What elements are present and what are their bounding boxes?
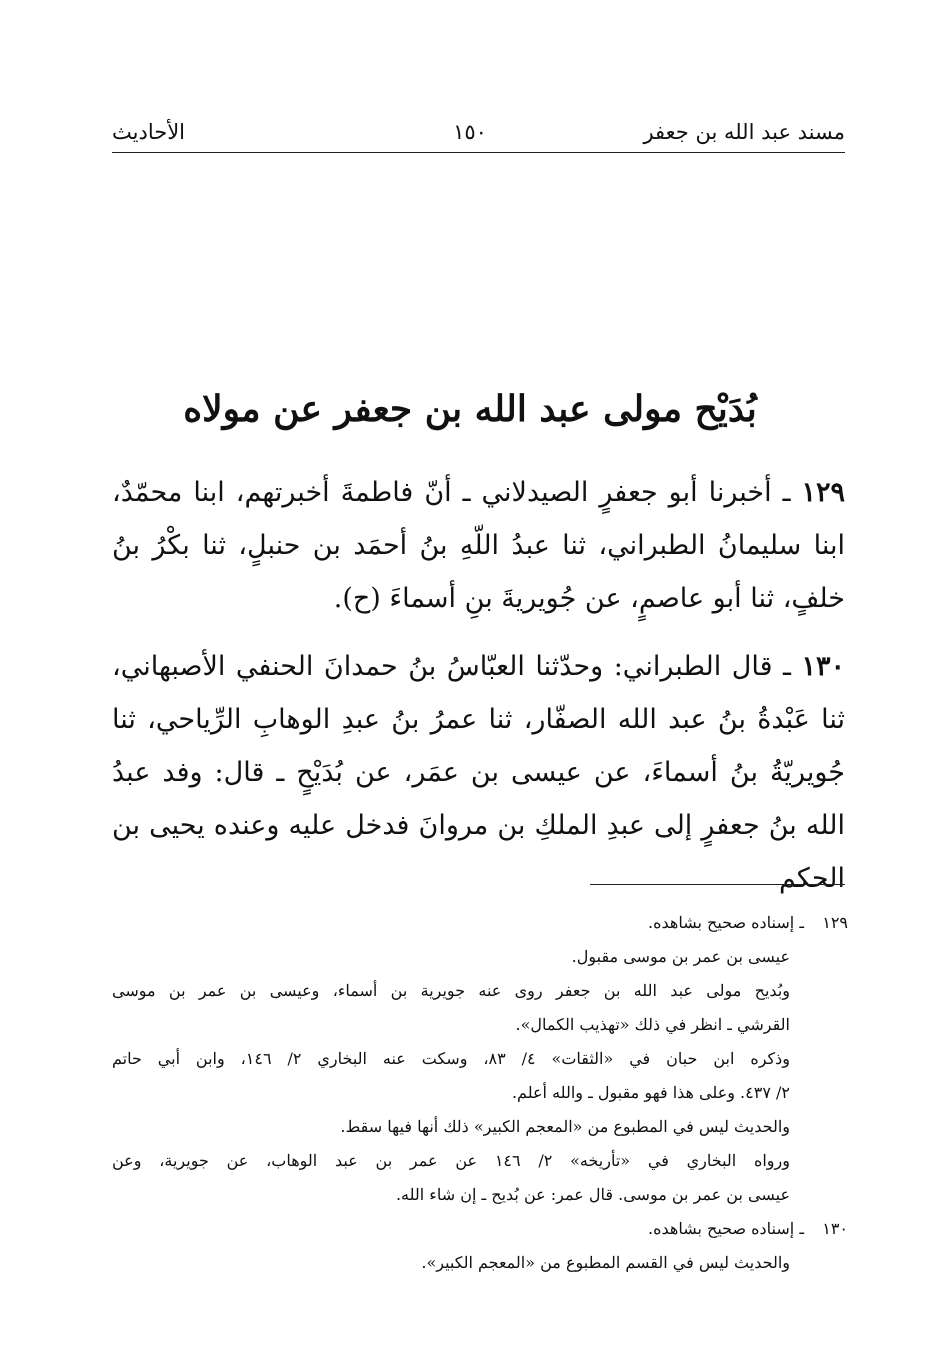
hadith-number: ١٣٠	[801, 651, 845, 682]
footnote-line: ورواه البخاري في «تأريخه» ٢/ ١٤٦ عن عمر بن عبد الوهاب، عن جويرية، وعن	[112, 1151, 790, 1170]
footnote-divider	[590, 884, 845, 885]
hadith-text: ـ قال الطبراني: وحدّثنا العبّاسُ بنُ حمدانَ الحنفي الأصبهاني، ثنا عَبْدةُ بنُ عبد الله الصفّار، ثنا عمرُ بنُ عبدِ الوهابِ الرِّياحي، ثنا جُويريّةُ بنُ أسماءَ، عن عيسى بن عمَر، عن بُدَيْحٍ ـ قال: وفد عبدُ الله بنُ جعفرٍ إلى عبدِ الملكِ بن مروانَ فدخل عليه وعنده يحيى بن الحكم	[112, 651, 845, 894]
chapter-title: بُدَيْح مولى عبد الله بن جعفر عن مولاه	[183, 388, 757, 430]
footnote-number: ١٣٠	[822, 1219, 848, 1238]
footnote-number: ١٢٩	[822, 913, 848, 932]
footnote-line: وذكره ابن حبان في «الثقات» ٤/ ٨٣، وسكت عنه البخاري ٢/ ١٤٦، وابن أبي حاتم	[112, 1049, 791, 1068]
hadith-number: ١٢٩	[801, 477, 845, 508]
footnote-line: ٢/ ٤٣٧. وعلى هذا فهو مقبول ـ والله أعلم.	[511, 1083, 790, 1102]
running-header-section: الأحاديث	[112, 120, 186, 144]
footnote-line: عيسى بن عمر بن موسى. قال عمر: عن بُديح ـ إن شاء الله.	[395, 1185, 790, 1204]
footnote-line: والحديث ليس في المطبوع من «المعجم الكبير» ذلك أنها فيها سقط.	[340, 1117, 790, 1136]
header-divider	[112, 152, 845, 153]
footnote-text: ـ إسناده صحيح بشاهده.	[648, 913, 804, 932]
hadith-129	[112, 466, 845, 625]
hadith-130	[112, 640, 845, 905]
page-number: ١٥٠	[453, 120, 487, 144]
footnote-line: وبُديح مولى عبد الله بن جعفر روى عنه جويرية بن أسماء، وعيسى بن عمر بن موسى	[112, 981, 790, 1000]
running-header-book-title: مسند عبد الله بن جعفر	[643, 120, 845, 144]
footnotes	[112, 906, 848, 1280]
hadith-text: ـ أخبرنا أبو جعفرٍ الصيدلاني ـ أنّ فاطمةَ أخبرتهم، ابنا محمّدٌ، ابنا سليمانُ الطبراني، ثنا عبدُ اللّهِ بنُ أحمَد بن حنبلٍ، ثنا بكْرُ بنُ خلفٍ، ثنا أبو عاصمٍ، عن جُويريةَ بنِ أسماءَ (ح).	[112, 477, 845, 614]
footnote-line: القرشي ـ انظر في ذلك «تهذيب الكمال».	[515, 1015, 790, 1034]
footnote-text: ـ إسناده صحيح بشاهده.	[648, 1219, 804, 1238]
footnote-line: عيسى بن عمر بن موسى مقبول.	[571, 947, 790, 966]
footnote-line: والحديث ليس في القسم المطبوع من «المعجم الكبير».	[421, 1253, 790, 1272]
